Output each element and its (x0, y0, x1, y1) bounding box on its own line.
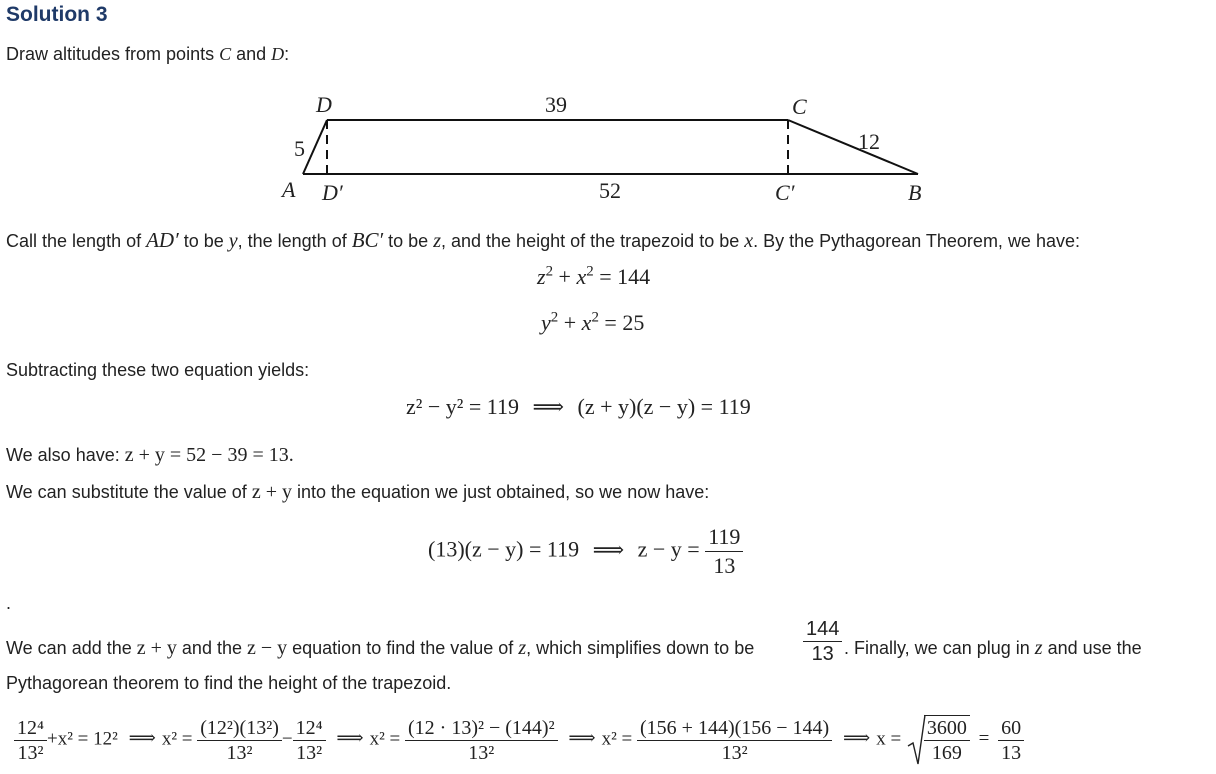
add-frac-den: 13 (811, 643, 834, 665)
eq5-equals: = (978, 728, 990, 750)
leg-cb (788, 120, 918, 174)
intro-colon: : (284, 44, 290, 64)
frac-2 (197, 716, 282, 765)
eq4-arrow: ⟹ (592, 536, 625, 562)
equation-z-x: $z^2 + x^2 = 144$ (537, 263, 651, 289)
add-line-1 (6, 637, 754, 659)
frac-5 (637, 716, 832, 765)
sqrt-den: 169 (931, 742, 962, 764)
f2-num: (12²)(13²) (197, 716, 282, 741)
def-text-3: , the length of (237, 231, 352, 251)
eq5-arrow-3: ⟹ (568, 728, 596, 750)
eq5-arrow-1: ⟹ (128, 728, 156, 750)
add-line-1b (844, 637, 1142, 659)
label-52: 52 (599, 178, 621, 203)
eq5-t1: +x² = 12² (46, 728, 118, 750)
label-c-prime: C′ (775, 180, 795, 205)
substitute-text-2: into the equation we just obtained, so we now have: (291, 482, 710, 502)
f3-den: 13² (296, 741, 323, 764)
label-d: D (316, 92, 332, 117)
equation-height-chain (14, 715, 1024, 765)
frac-3600-169 (924, 716, 970, 765)
fraction-119-13 (705, 523, 743, 580)
substitute-line (6, 481, 709, 503)
add-frac-num: 144 (803, 617, 842, 642)
f6-num: 60 (998, 716, 1024, 741)
f2-den: 13² (226, 741, 253, 764)
also-text: We also have: (6, 445, 125, 465)
add-text-2: and the (176, 638, 247, 658)
eq4-lhs: (13)(z − y) = 119 (428, 536, 580, 562)
eq1-rhs: = 144 (599, 264, 651, 289)
eq2-rhs: = 25 (604, 310, 645, 335)
var-x: x (744, 230, 754, 252)
eq3-lhs: z² − y² = 119 (406, 394, 519, 419)
radical-sign-icon (906, 714, 926, 768)
label-c: C (792, 94, 807, 119)
add-math-2: z − y (246, 637, 288, 659)
solution-heading: Solution 3 (6, 3, 108, 26)
var-z: z (433, 230, 441, 252)
label-d-prime: D′ (322, 180, 343, 205)
eq4-mid: z − y = (637, 536, 700, 562)
implies-arrow: ⟹ (532, 394, 565, 419)
substitute-math: z + y (251, 481, 292, 503)
point-c-symbol: C (219, 44, 232, 64)
eq5-xeq: x = (876, 728, 902, 750)
label-a: A (282, 177, 296, 202)
sqrt-num: 3600 (924, 716, 970, 741)
def-text-2: to be (178, 231, 229, 251)
add-math-1: z + y (136, 637, 177, 659)
var-y: y (228, 230, 238, 252)
add-line-2: Pythagorean theorem to find the height of the trapezoid. (6, 673, 452, 693)
eq5-arrow-4: ⟹ (842, 728, 871, 750)
substitute-text-1: We can substitute the value of (6, 482, 252, 502)
segment-bc-prime: BC′ (351, 228, 384, 252)
segment-ad-prime: AD′ (146, 228, 179, 252)
eq5-arrow-2: ⟹ (336, 728, 364, 750)
def-text-6: . By the Pythagorean Theorem, we have: (753, 231, 1080, 251)
f3-num: 12⁴ (293, 716, 326, 741)
eq4-num: 119 (705, 523, 743, 552)
f4-den: 13² (468, 741, 495, 764)
add-math-3: z (518, 637, 527, 659)
f5-den: 13² (721, 741, 748, 764)
subtracting-text: Subtracting these two equation yields: (6, 360, 310, 380)
square-root (906, 715, 970, 765)
eq1-z: z (537, 264, 546, 289)
intro-line (6, 43, 289, 65)
definition-line (6, 229, 1080, 252)
f5-num: (156 + 144)(156 − 144) (637, 716, 832, 741)
def-text-4: to be (383, 231, 434, 251)
eq1-x: x (576, 264, 587, 289)
frac-12-4-over-13-2 (14, 716, 47, 765)
also-line (6, 444, 294, 466)
fraction-144-13 (803, 617, 842, 666)
eq5-x2-3: x² = (601, 728, 633, 750)
label-b: B (908, 180, 922, 205)
point-d-symbol: D (271, 44, 285, 64)
f6-den: 13 (1001, 741, 1022, 764)
eq2-x: x (581, 310, 592, 335)
equation-y-x: $y^2 + x^2 = 25$ (541, 309, 645, 335)
frac-3 (293, 716, 326, 765)
def-text-1: Call the length of (6, 231, 147, 251)
equation-difference (406, 394, 751, 420)
eq4-den: 13 (713, 553, 736, 578)
add-text-4: , which simplifies down to be (526, 638, 755, 658)
frac-4 (405, 716, 558, 765)
frac-60-13 (998, 716, 1024, 765)
f4-num: (12 · 13)² − (144)² (405, 716, 558, 741)
def-text-5: , and the height of the trapezoid to be (441, 231, 745, 251)
eq3-rhs: (z + y)(z − y) = 119 (577, 394, 751, 419)
eq5-minus: − (281, 728, 293, 750)
stray-dot: . (6, 593, 12, 613)
intro-and: and (231, 44, 272, 64)
intro-text: Draw altitudes from points (6, 44, 220, 64)
eq5-x2-2: x² = (369, 728, 401, 750)
also-math: z + y = 52 − 39 = 13. (124, 444, 294, 466)
add-math-4: z (1034, 637, 1043, 659)
equation-z-minus-y (428, 523, 743, 580)
f1-den: 13² (17, 741, 44, 764)
eq2-y: y (541, 310, 551, 335)
leg-ad (303, 120, 327, 174)
add-text-6: and use the (1042, 638, 1142, 658)
add-text-5: . Finally, we can plug in (844, 638, 1035, 658)
eq5-x2-1: x² = (161, 728, 193, 750)
add-text-1: We can add the (6, 638, 137, 658)
f1-num: 12⁴ (14, 716, 47, 741)
label-39: 39 (545, 92, 567, 117)
add-text-3: equation to find the value of (287, 638, 519, 658)
label-5: 5 (294, 136, 305, 161)
label-12: 12 (858, 129, 880, 154)
